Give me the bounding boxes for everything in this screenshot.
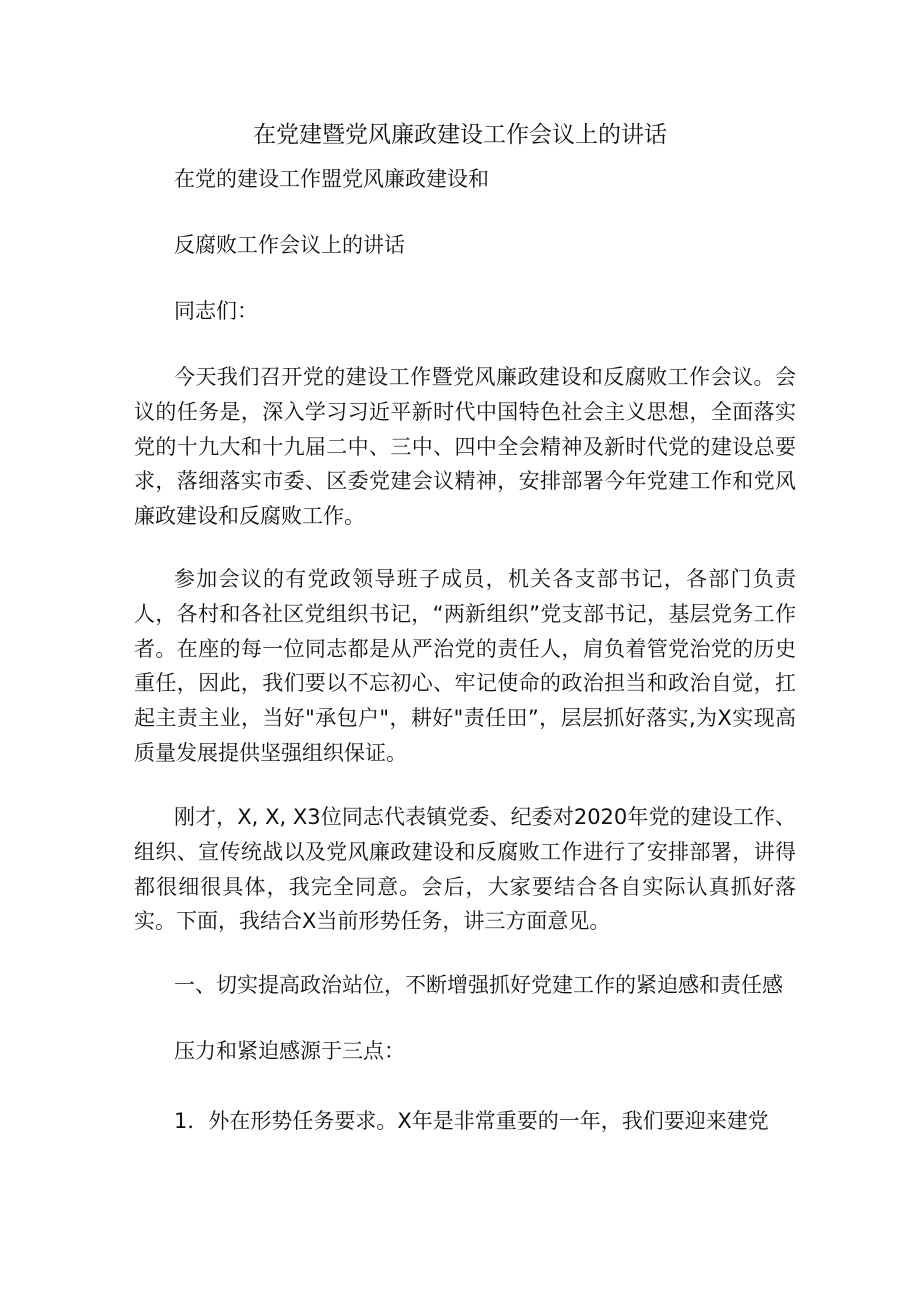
document-title: 在党建暨党风廉政建设工作会议上的讲话	[253, 122, 667, 148]
section-heading-1: 一、切实提高政治站位，不断增强抓好党建工作的紧迫感和责任感	[174, 973, 783, 997]
paragraph-arrangement: 刚才，X, X, X3位同志代表镇党委、纪委对2020年党的建设工作、组织、宣传统战以及党风廉政建设和反腐败工作进行了安排部署，讲得都很细很具体，我完全同意。会后，大家要结合各自实际认真抓好落实。下面，我结合X当前形势任务，讲三方面意见。	[134, 805, 796, 934]
paragraph-meeting-purpose: 今天我们召开党的建设工作暨党风廉政建设和反腐败工作会议。会议的任务是，深入学习习近平新时代中国特色社会主义思想，全面落实党的十九大和十九届二中、三中、四中全会精神及新时代党的建设总要求，落细落实市委、区委党建会议精神，安排部署今年党建工作和党风廉政建设和反腐败工作。	[134, 365, 796, 529]
subtitle-line-1: 在党的建设工作盟党风廉政建设和	[174, 167, 489, 191]
subtitle-line-2: 反腐败工作会议上的讲话	[174, 233, 405, 257]
salutation: 同志们：	[174, 299, 258, 323]
paragraph-attendees: 参加会议的有党政领导班子成员，机关各支部书记，各部门负责人，各村和各社区党组织书记，“两新组织”党支部书记，基层党务工作者。在座的每一位同志都是从严治党的责任人，肩负着管党治党的历史重任，因此，我们要以不忘初心、牢记使命的政治担当和政治自觉，扛起主责主业，当好"承包户"，耕好"责任田”，层层抓好落实,为X实现高质量发展提供坚强组织保证。	[134, 567, 796, 765]
list-item-1: 1．外在形势任务要求。X年是非常重要的一年，我们要迎来建党	[174, 1109, 769, 1133]
section-intro: 压力和紧迫感源于三点：	[174, 1039, 405, 1063]
